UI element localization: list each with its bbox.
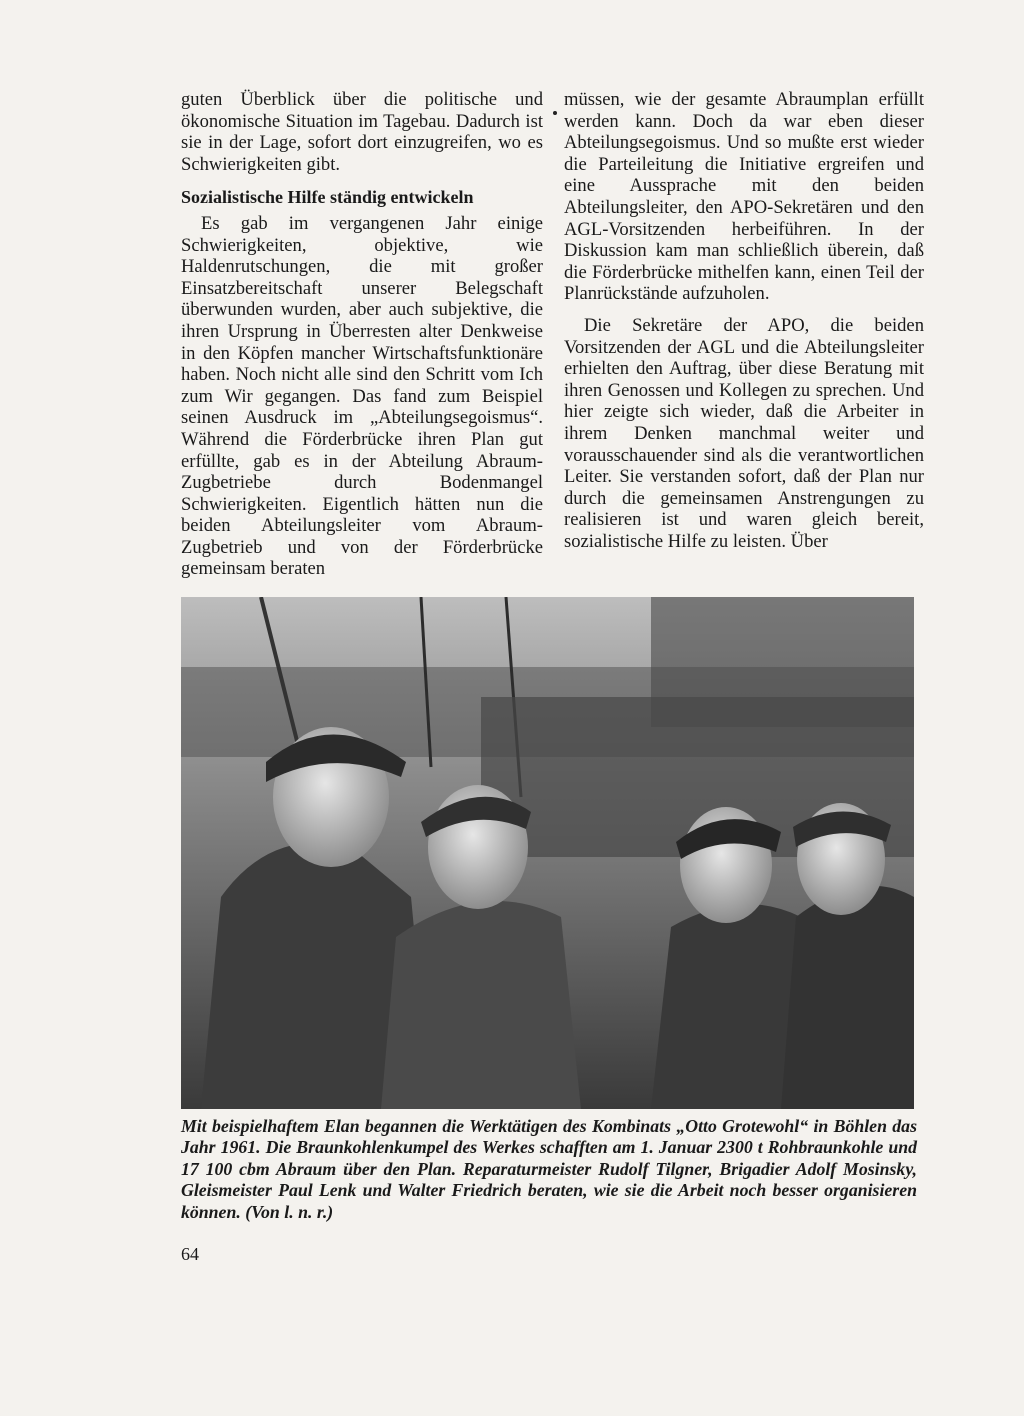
margin-mark [553,111,557,115]
right-text-column [564,89,924,552]
left-paragraph-1: guten Überblick über die politische und ökonomische Situation im Tagebau. Dadurch ist sie in der Lage, sofort dort einzugreifen, wo es Schwierigkeiten gibt. [181,89,543,175]
page-number: 64 [181,1244,199,1264]
right-paragraph-2: Die Sekretäre der APO, die beiden Vorsitzenden der AGL und die Abteilungsleiter erhielten den Auftrag, über diese Beratung mit ihren Genossen und Kollegen zu sprechen. Und hier zeigte sich wieder, daß die Arbeiter in ihrem Denken manchmal weiter und vorausschauender sind als die verantwortlichen Leiter. Sie verstanden sofort, daß der Plan nur durch die gemeinsamen Anstrengungen zu realisieren ist und waren gleich bereit, sozialistische Hilfe zu leisten. Über [564,314,924,552]
photograph-four-workers [181,597,914,1109]
right-paragraph-1: müssen, wie der gesamte Abraumplan erfüllt werden kann. Doch da war eben dieser Abteilungsegoismus. Und so mußte erst wieder die Parteileitung die Initiative ergreifen und eine Aussprache mit den beiden Abteilungsleiter, den APO-Sekretären und den AGL-Vorsitzenden herbeiführen. In der Diskussion kam man schließlich überein, daß die Förderbrücke mithelfen kann, einen Teil der Planrückstände aufzuholen. [564,89,924,305]
left-paragraph-2: Es gab im vergangenen Jahr einige Schwierigkeiten, objektive, wie Haldenrutschungen, die mit großer Einsatzbereitschaft unserer Belegschaft überwunden wurden, aber auch subjektive, die ihren Ursprung in Überresten alter Denkweise in den Köpfen mancher Wirtschaftsfunktionäre haben. Noch nicht alle sind den Schritt vom Ich zum Wir gegangen. Das fand zum Beispiel seinen Ausdruck im „Abteilungsegoismus“. Während die Förderbrücke ihren Plan gut erfüllte, gab es in der Abteilung Abraum-Zugbetriebe durch Bodenmangel Schwierigkeiten. Eigentlich hätten nun die beiden Abteilungsleiter vom Abraum-Zugbetrieb und von der Förderbrücke gemeinsam beraten [181,212,543,580]
photograph-drawing [181,597,914,1109]
section-heading: Sozialistische Hilfe ständig entwickeln [181,187,474,208]
photo-caption: Mit beispielhaftem Elan begannen die Werktätigen des Kombinats „Otto Grotewohl“ in Böhlen das Jahr 1961. Die Braunkohlenkumpel des Werkes schafften am 1. Januar 2300 t Rohbraunkohle und 17 100 cbm Abraum über den Plan. Reparaturmeister Rudolf Tilgner, Brigadier Adolf Mosinsky, Gleismeister Paul Lenk und Walter Friedrich beraten, wie sie die Arbeit noch besser organisieren können. (Von l. n. r.) [181,1116,917,1222]
left-text-column [181,89,543,580]
